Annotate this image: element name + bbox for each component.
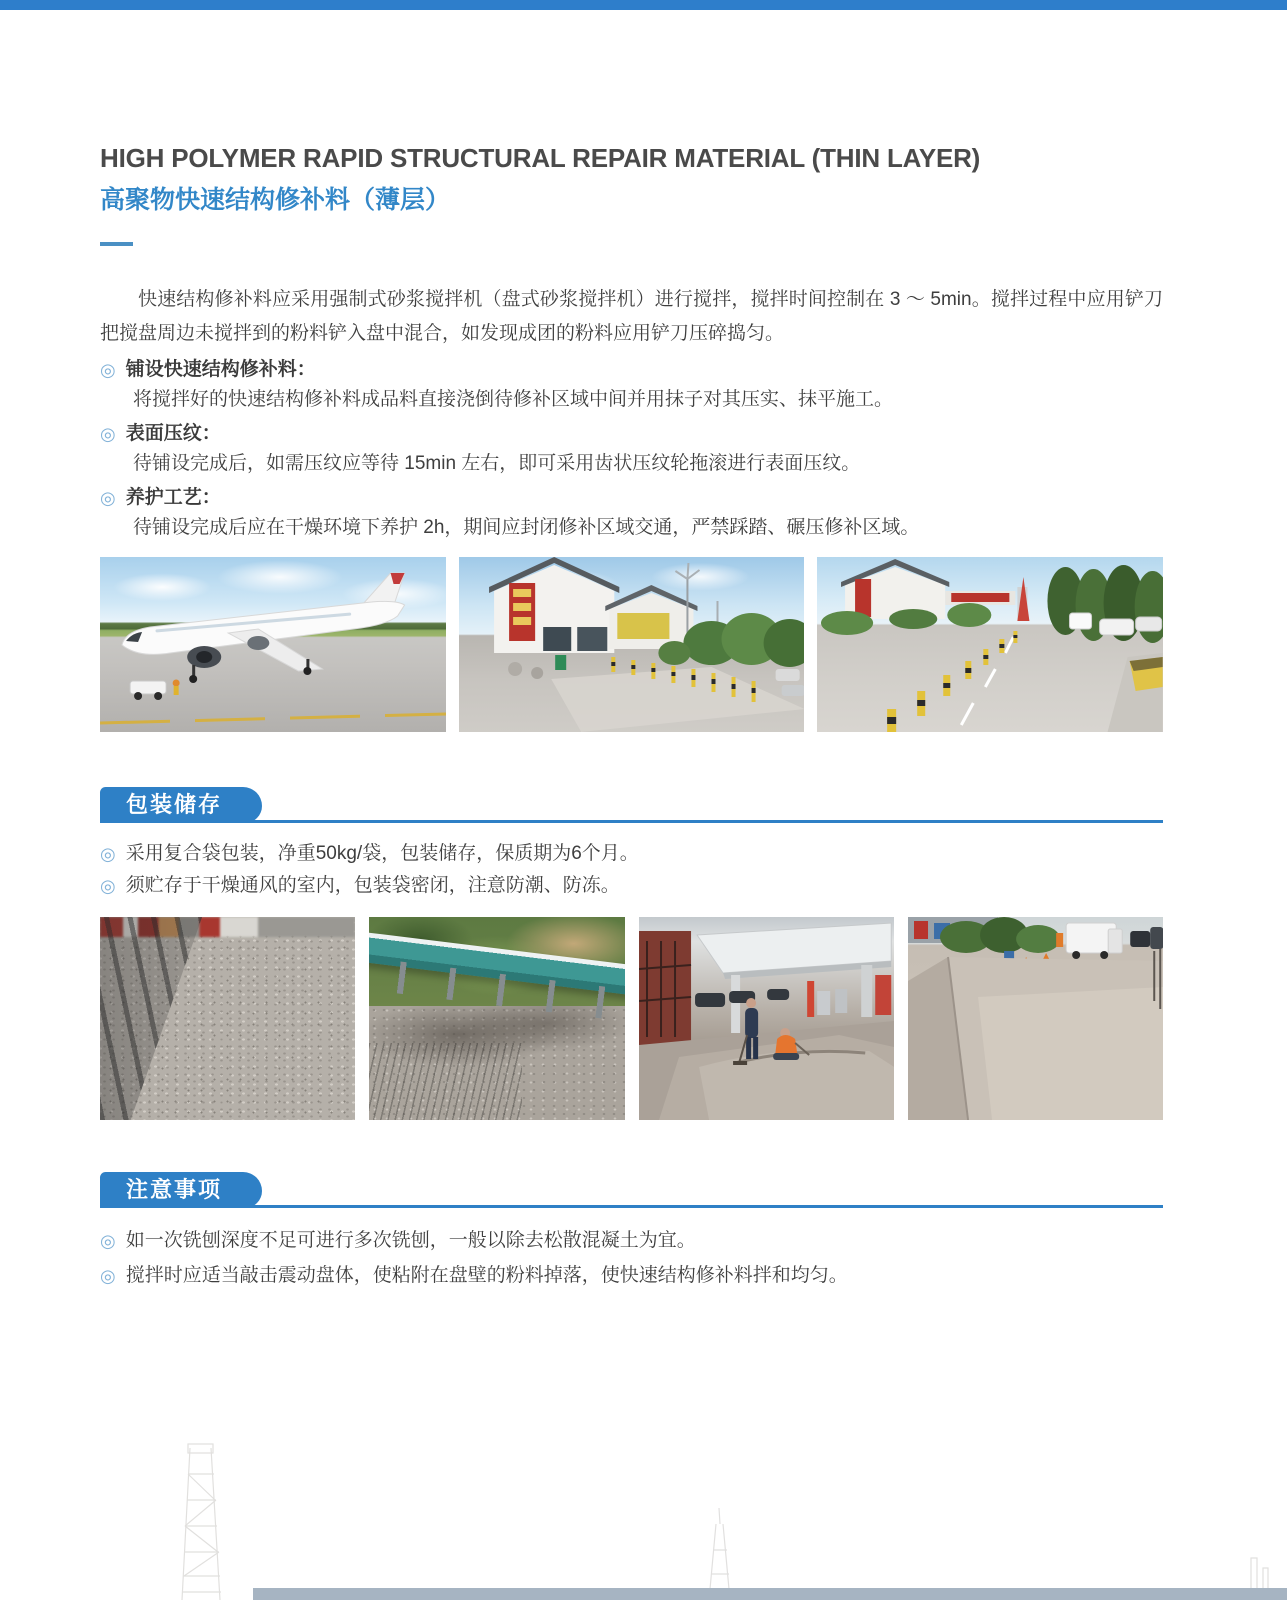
process-item-label: 表面压纹： [125, 423, 221, 444]
section-title: 包装储存 [126, 792, 223, 817]
photo-row-application [100, 557, 1163, 732]
photo-guardrail-milled-road [369, 917, 624, 1120]
circle-bullet-icon: ◎ [100, 876, 116, 896]
photo-milled-pavement-closeup [100, 917, 355, 1120]
process-item-text: 待铺设完成后，如需压纹应等待 15min 左右，即可采用齿状压纹轮拖滚进行表面压纹。 [133, 453, 861, 474]
bullet-item [100, 1224, 1163, 1257]
photo-service-area-road [817, 557, 1163, 732]
process-item-label: 铺设快速结构修补料： [125, 359, 316, 380]
bullet-text: 搅拌时应适当敲击震动盘体，使粘附在盘壁的粉料掉落，使快速结构修补料拌和均匀。 [125, 1265, 848, 1286]
photo-airport-apron-airplane [100, 557, 446, 732]
bullet-text: 须贮存于干燥通风的室内，包装袋密闭，注意防潮、防冻。 [125, 875, 620, 896]
process-list [100, 355, 1163, 543]
circle-bullet-icon: ◎ [100, 1230, 116, 1251]
airplane-illustration [100, 557, 446, 732]
process-item-text: 待铺设完成后应在干燥环境下养护 2h，期间应封闭修补区域交通，严禁踩踏、碾压修补区域。 [133, 517, 920, 538]
intro-paragraph: 快速结构修补料应采用强制式砂浆搅拌机（盘式砂浆搅拌机）进行搅拌，搅拌时间控制在 3 ～ 5min。搅拌过程中应用铲刀把搅盘周边未搅拌到的粉料铲入盘中混合，如发现成团的粉料应用铲刀压碎捣匀。 [100, 289, 1163, 344]
footer-cityscape-watermark [0, 1440, 1287, 1600]
process-item-heading [100, 483, 1163, 513]
circle-bullet-icon: ◎ [100, 844, 116, 864]
bullet-text: 采用复合袋包装，净重50kg/袋，包装储存，保质期为6个月。 [125, 843, 639, 864]
section-packaging [100, 787, 1163, 901]
tow-truck [130, 680, 180, 701]
bullet-item [100, 839, 1163, 869]
process-item-heading [100, 355, 1163, 385]
photo-fresh-repaired-pavement [908, 917, 1163, 1120]
milling-grooves [369, 1043, 522, 1120]
road-scene [817, 557, 1163, 732]
page-title-chinese: 高聚物快速结构修补料（薄层） [100, 186, 451, 214]
circle-bullet-icon: ◎ [100, 1265, 116, 1286]
circle-bullet-icon: ◎ [100, 488, 116, 508]
notes-bullet-list [100, 1224, 1163, 1292]
packaging-bullet-list [100, 839, 1163, 901]
process-item-text: 将搅拌好的快速结构修补料成品料直接浇倒待修补区域中间并用抹子对其压实、抹平施工。 [133, 389, 894, 410]
section-title-tab [100, 787, 262, 823]
fresh-pavement-scene [908, 917, 1163, 1120]
section-title: 注意事项 [126, 1177, 223, 1202]
section-header-rule [100, 1172, 1163, 1208]
guardrail-shadow [100, 917, 355, 1120]
photo-gas-station-repair-work [639, 917, 894, 1120]
bullet-text: 如一次铣刨深度不足可进行多次铣刨，一般以除去松散混凝土为宜。 [125, 1230, 696, 1251]
section-title-tab [100, 1172, 262, 1208]
circle-bullet-icon: ◎ [100, 424, 116, 444]
photo-row-projects [100, 917, 1163, 1120]
process-item-heading [100, 419, 1163, 449]
title-underline [100, 242, 133, 246]
photo-service-area-entrance [459, 557, 805, 732]
bullet-item [100, 871, 1163, 901]
section-header-rule [100, 787, 1163, 823]
page-content [100, 0, 1163, 1292]
page-bottom-accent-bar [253, 1588, 1287, 1600]
page-title-english: HIGH POLYMER RAPID STRUCTURAL REPAIR MATERIAL (THIN LAYER) [100, 143, 981, 173]
process-item-label: 养护工艺： [125, 487, 221, 508]
section-notes [100, 1172, 1163, 1292]
service-area-scene [459, 557, 805, 732]
bullet-item [100, 1259, 1163, 1292]
circle-bullet-icon: ◎ [100, 360, 116, 380]
repair-work-scene [639, 917, 894, 1120]
